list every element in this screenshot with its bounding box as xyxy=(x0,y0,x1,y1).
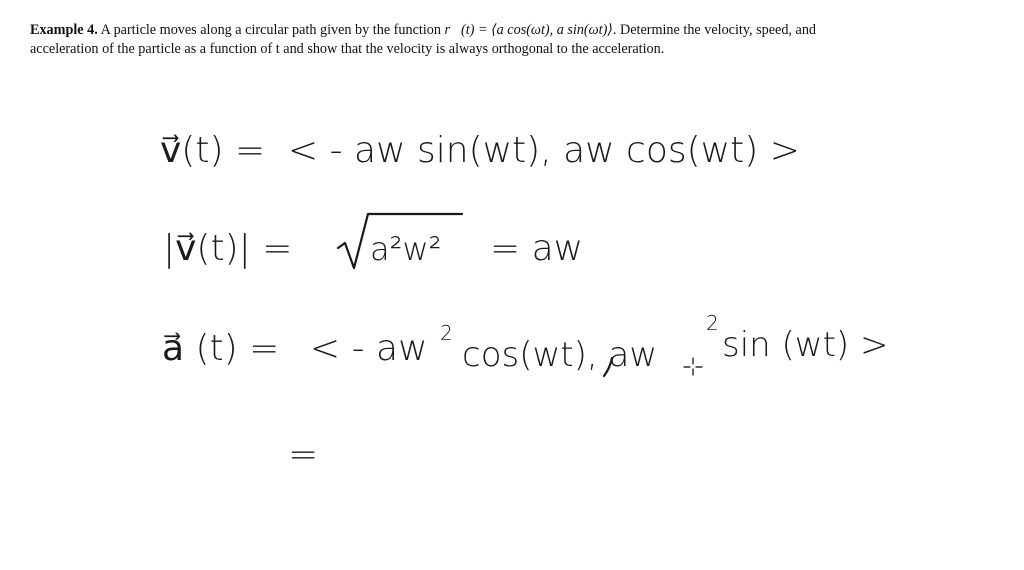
acceleration-lhs: a⃗ (t) = xyxy=(162,328,280,369)
speed-line xyxy=(163,214,583,269)
problem-rest: . Determine the velocity, speed, and acceleration of the particle as a function of t and show that the velocity is always orthogonal to the acceleration. xyxy=(30,22,817,57)
acceleration-rhs-1: < - aw xyxy=(310,328,428,369)
acceleration-line xyxy=(162,311,888,376)
function-rhs: ⟨a cos(ωt), a sin(ωt)⟩ xyxy=(491,22,613,38)
acceleration-rhs-1-exp: 2 xyxy=(440,321,453,345)
continuation-line xyxy=(288,434,318,475)
speed-lhs: |v⃗(t)| = xyxy=(163,228,293,269)
speed-radicand: a²w² xyxy=(370,230,442,268)
problem-intro: A particle moves along a circular path given by the function xyxy=(100,22,441,38)
function-lhs: r⃗(t) = xyxy=(444,22,492,38)
pen-cursor-icon xyxy=(684,358,702,375)
speed-rhs: = aw xyxy=(490,228,584,269)
velocity-lhs: v⃗(t) = xyxy=(160,130,266,171)
continuation-equals: = xyxy=(288,434,319,475)
velocity-rhs: < - aw sin(wt), aw cos(wt) > xyxy=(288,130,800,171)
acceleration-rhs-3: sin (wt) > xyxy=(722,325,889,365)
velocity-line xyxy=(160,130,800,171)
acceleration-rhs-2-exp: 2 xyxy=(706,311,719,335)
acceleration-rhs-2: cos(wt), aw xyxy=(462,335,658,375)
example-label: Example 4. xyxy=(30,22,98,38)
